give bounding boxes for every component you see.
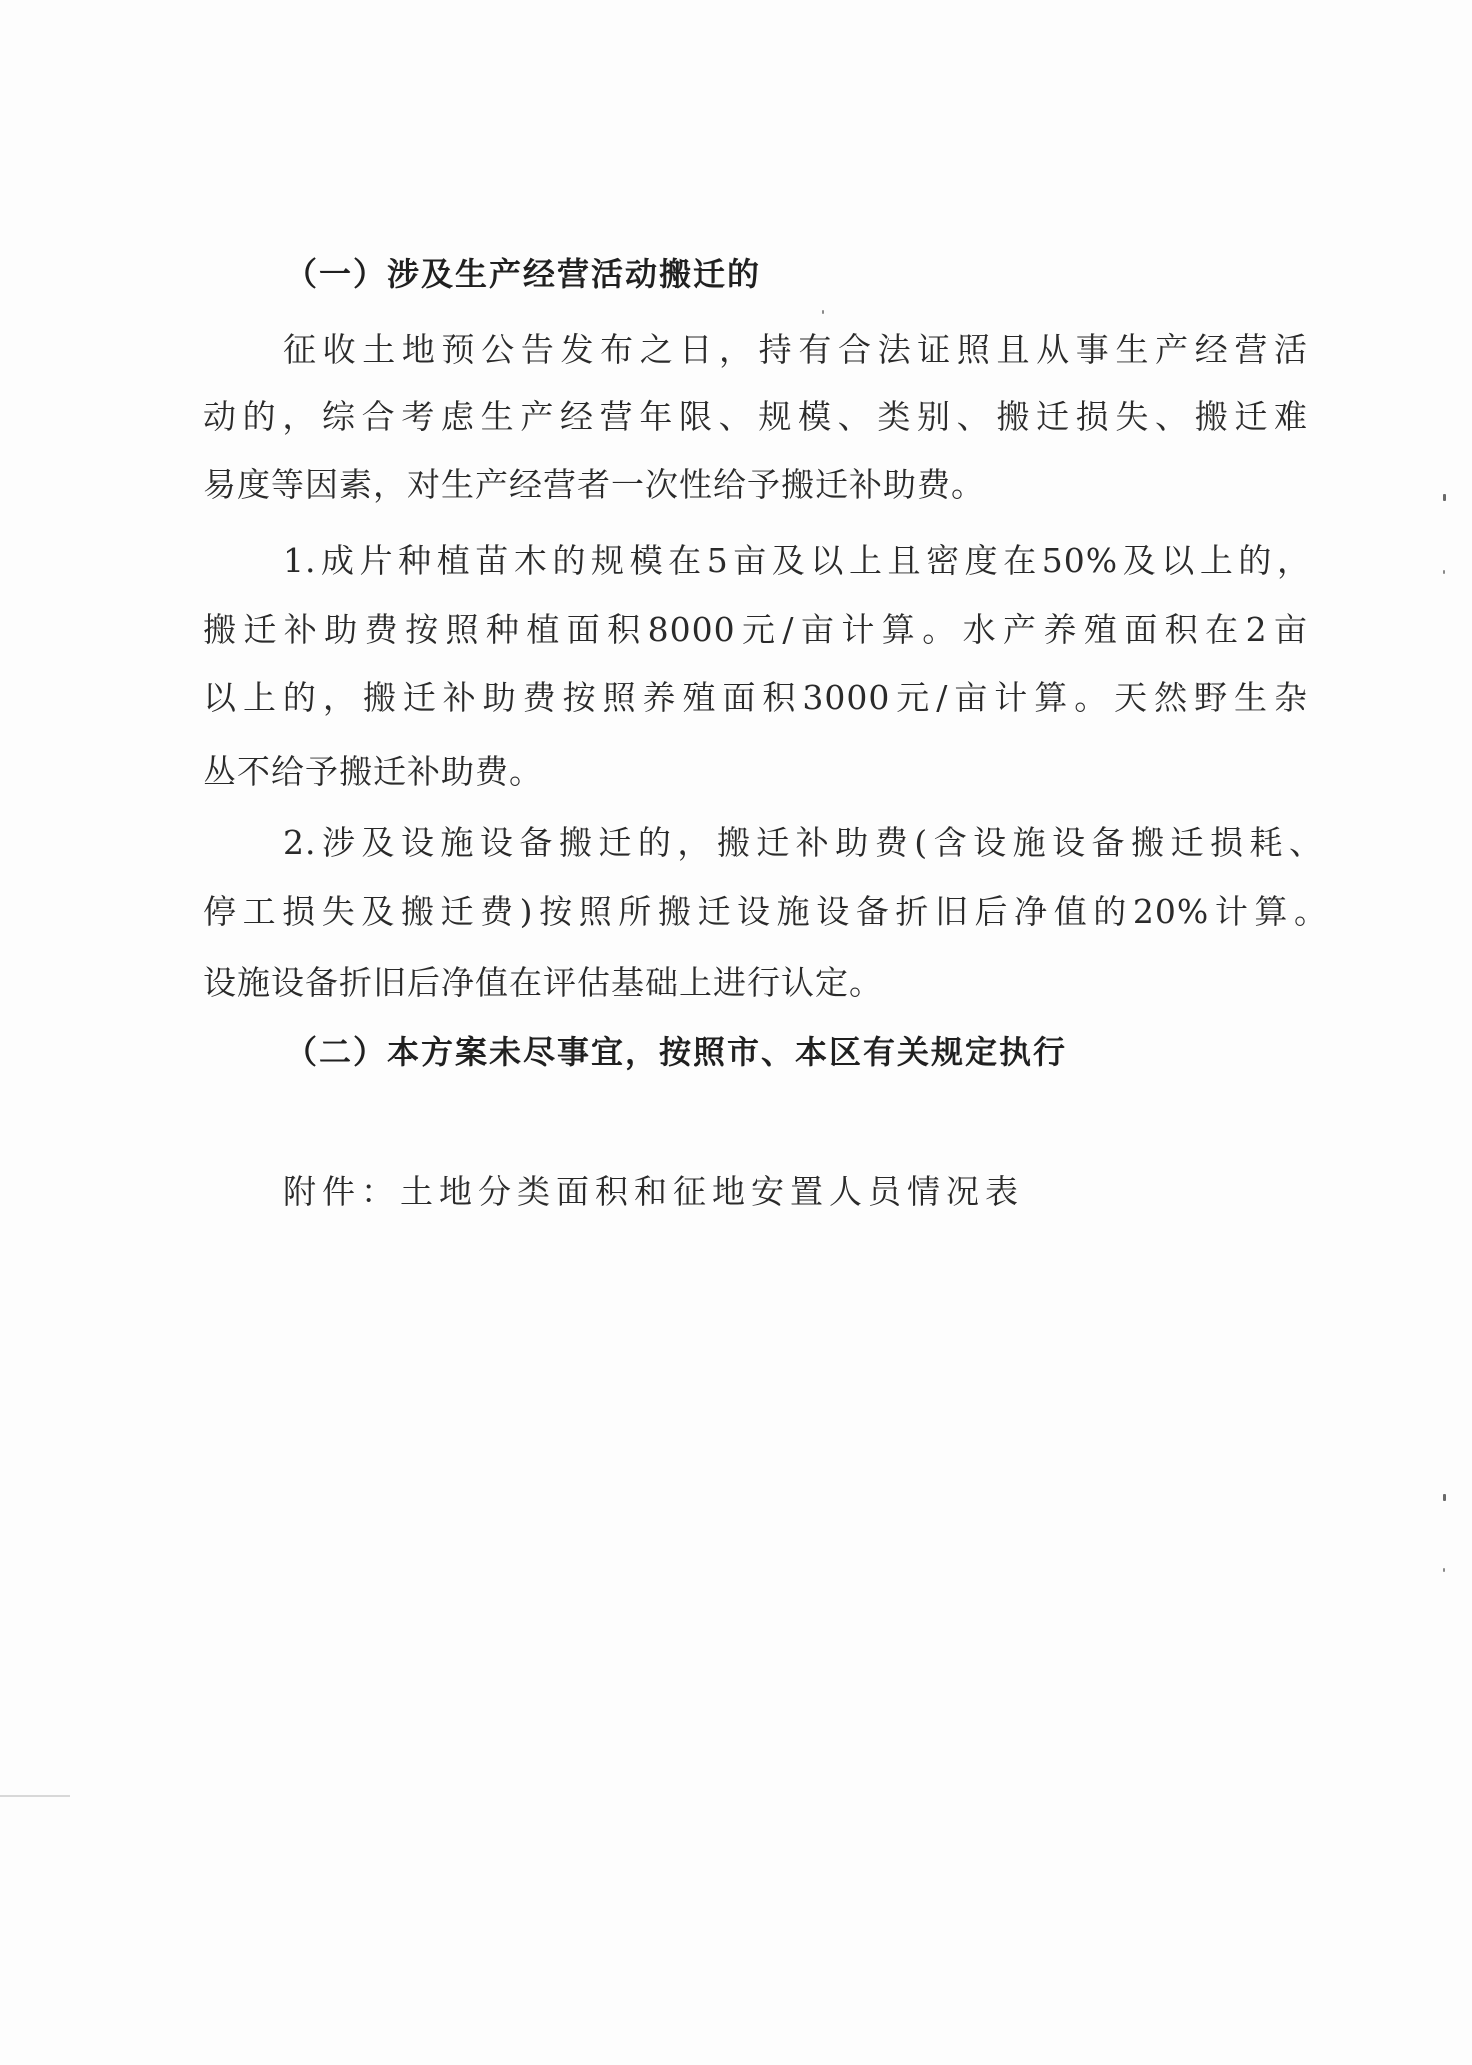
paragraph-1-line-1: 征收土地预公告发布之日，持有合法证照且从事生产经营活: [283, 330, 1308, 369]
paragraph-2-line-2: 搬迁补助费按照种植面积8000元/亩计算。水产养殖面积在2亩: [203, 610, 1308, 649]
section-1-heading: （一）涉及生产经营活动搬迁的: [285, 255, 762, 293]
paragraph-3-line-3: 设施设备折旧后净值在评估基础上进行认定。: [203, 963, 883, 1002]
scan-speck: [1443, 1494, 1446, 1501]
scan-speck: [1443, 570, 1445, 574]
scan-speck: [1443, 1568, 1445, 1572]
scan-speck: [1443, 494, 1446, 501]
paragraph-3-line-2: 停工损失及搬迁费)按照所搬迁设施设备折旧后净值的20%计算。: [203, 892, 1328, 931]
attachment-note: 附件：土地分类面积和征地安置人员情况表: [283, 1172, 1024, 1211]
paragraph-2-line-3: 以上的，搬迁补助费按照养殖面积3000元/亩计算。天然野生杂: [203, 678, 1308, 717]
paragraph-2-line-1: 1.成片种植苗木的规模在5亩及以上且密度在50%及以上的，: [283, 541, 1311, 580]
scan-speck: [822, 310, 824, 314]
paragraph-3-line-1: 2.涉及设施设备搬迁的，搬迁补助费(含设施设备搬迁损耗、: [283, 823, 1323, 862]
scan-smudge: [0, 1795, 70, 1797]
paragraph-1-line-3: 易度等因素，对生产经营者一次性给予搬迁补助费。: [203, 465, 985, 504]
paragraph-1-line-2: 动的，综合考虑生产经营年限、规模、类别、搬迁损失、搬迁难: [203, 397, 1308, 436]
section-2-heading: （二）本方案未尽事宜，按照市、本区有关规定执行: [285, 1033, 1068, 1071]
paragraph-2-line-4: 丛不给予搬迁补助费。: [203, 752, 543, 791]
